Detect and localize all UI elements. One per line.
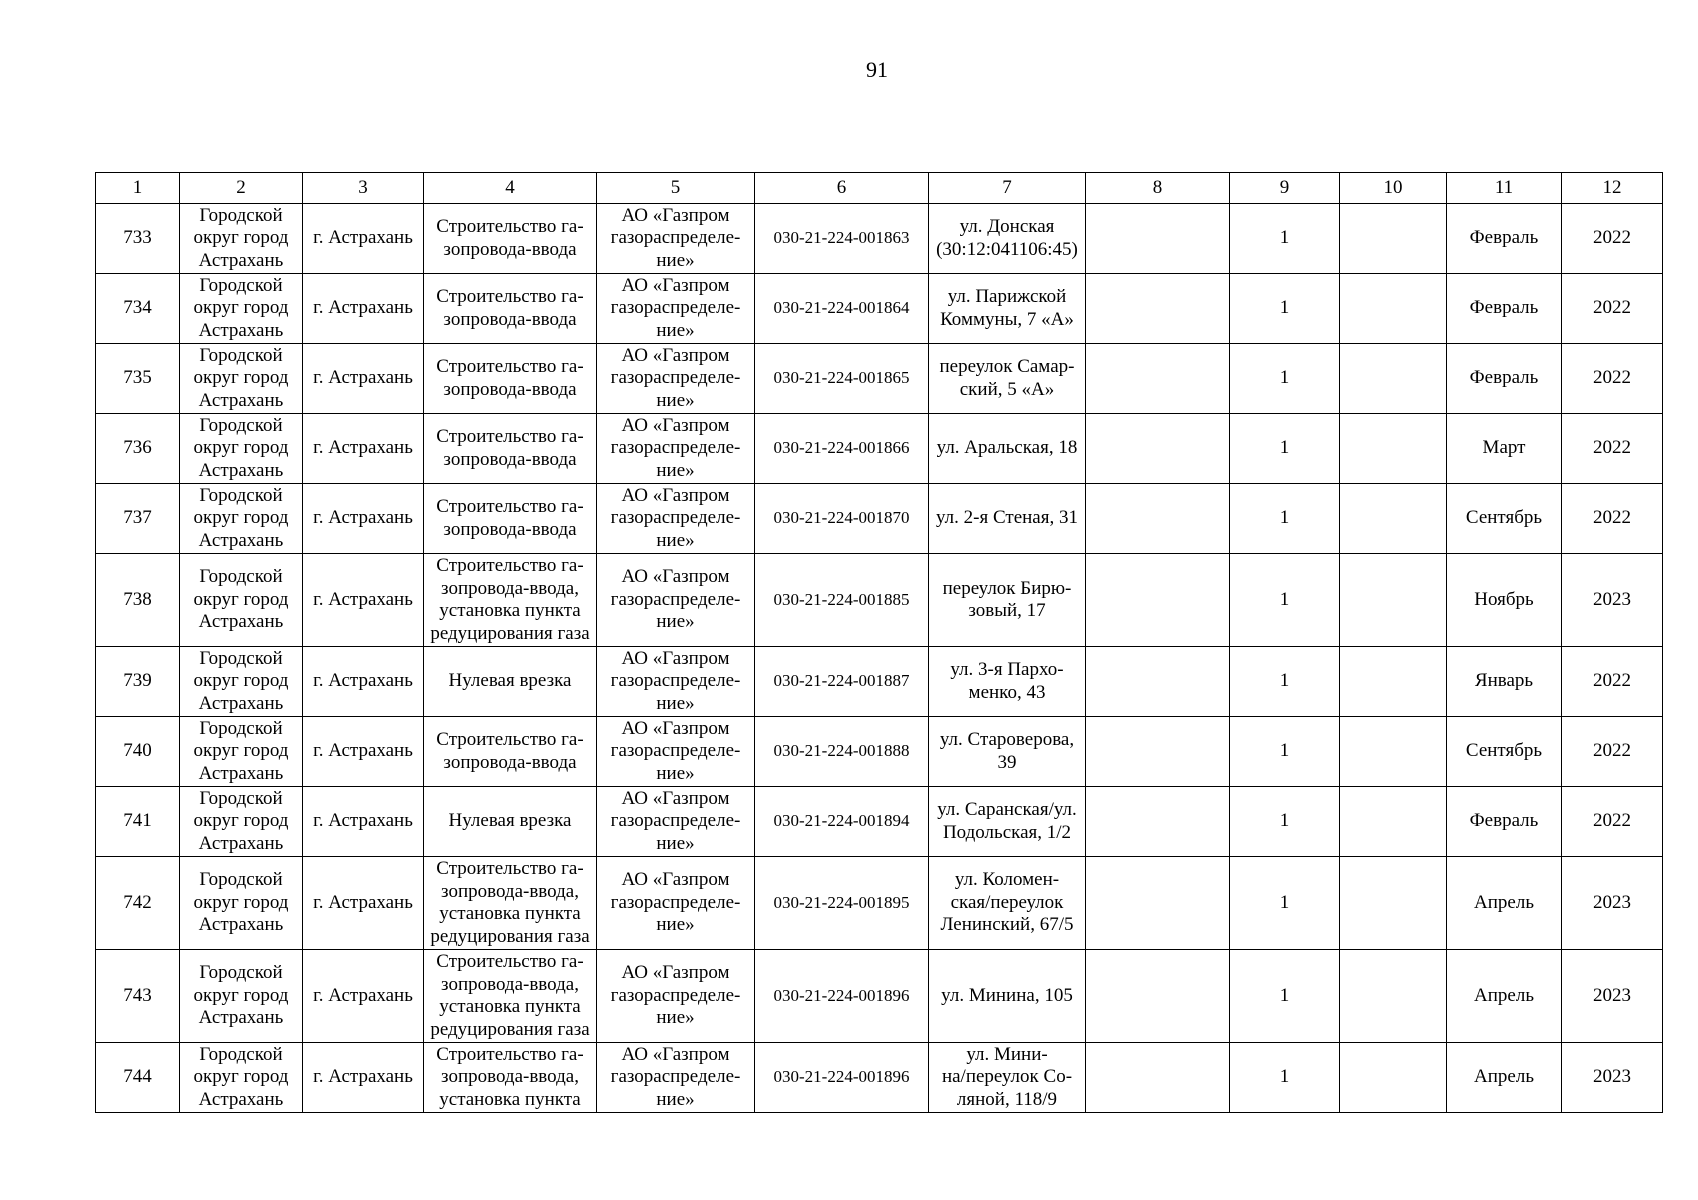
district-cell xyxy=(180,554,303,647)
column-8-cell xyxy=(1086,950,1230,1043)
year-cell: 2022 xyxy=(1562,344,1663,414)
column-8-cell xyxy=(1086,717,1230,787)
district-cell-line: Городской xyxy=(199,566,283,588)
district-cell-line: округ город xyxy=(193,588,289,610)
column-header: 4 xyxy=(424,173,597,204)
organization-cell-line: ние» xyxy=(656,1007,695,1029)
address-cell xyxy=(929,647,1086,717)
work-type-cell-line: Строительство га- xyxy=(436,1043,584,1065)
month-cell: Февраль xyxy=(1447,787,1562,857)
work-type-cell-line: Строительство га- xyxy=(436,216,584,237)
work-type-cell-line: зопровода-ввода xyxy=(443,751,577,773)
address-cell-line: Коммуны, 7 «А» xyxy=(940,308,1074,330)
district-cell-line: Городской xyxy=(199,787,283,809)
district-cell-line: Городской xyxy=(199,274,283,296)
address-cell xyxy=(929,717,1086,787)
quantity-cell: 1 xyxy=(1230,344,1340,414)
organization-cell-line: АО «Газпром xyxy=(621,344,730,366)
object-code-cell: 030-21-224-001866 xyxy=(755,414,929,484)
district-cell-line: Астрахань xyxy=(198,459,284,481)
address-cell xyxy=(929,204,1086,274)
district-cell-line: округ город xyxy=(193,740,289,762)
address-cell-line: ул. 2-я Стеная, 31 xyxy=(936,507,1078,529)
district-cell-line: Городской xyxy=(199,717,283,739)
row-number-cell: 738 xyxy=(96,554,180,647)
city-cell: г. Астрахань xyxy=(303,484,424,554)
column-header: 1 xyxy=(96,173,180,204)
column-8-cell xyxy=(1086,344,1230,414)
organization-cell xyxy=(597,950,755,1043)
work-type-cell-line: зопровода-ввода xyxy=(443,378,577,400)
organization-cell-line: ние» xyxy=(656,832,695,854)
work-type-cell xyxy=(424,274,597,344)
district-cell-line: Астрахань xyxy=(198,389,284,411)
organization-cell-line: ние» xyxy=(656,389,695,411)
organization-cell-line: АО «Газпром xyxy=(621,274,730,296)
address-cell-line: (30:12:041106:45) xyxy=(936,238,1078,260)
organization-cell-line: ние» xyxy=(656,319,695,341)
organization-cell xyxy=(597,344,755,414)
work-type-cell-line: зопровода-ввода xyxy=(443,308,577,330)
address-cell-line: ул. Староверова, xyxy=(939,729,1075,750)
year-cell: 2022 xyxy=(1562,204,1663,274)
address-cell-line: переулок Самар- xyxy=(939,356,1075,377)
address-cell xyxy=(929,344,1086,414)
district-cell-line: округ город xyxy=(193,507,289,529)
city-cell: г. Астрахань xyxy=(303,647,424,717)
district-cell-line: Астрахань xyxy=(198,762,284,784)
table-row xyxy=(96,647,1663,717)
month-cell: Сентябрь xyxy=(1447,717,1562,787)
work-type-cell-line: зопровода-ввода xyxy=(443,238,577,260)
district-cell-line: округ город xyxy=(193,891,289,913)
organization-cell-line: АО «Газпром xyxy=(621,717,730,739)
column-10-cell xyxy=(1340,950,1447,1043)
column-header: 9 xyxy=(1230,173,1340,204)
address-cell-line: менко, 43 xyxy=(968,681,1046,703)
quantity-cell: 1 xyxy=(1230,554,1340,647)
year-cell: 2022 xyxy=(1562,717,1663,787)
address-cell-line: переулок Бирю- xyxy=(942,577,1072,599)
work-type-cell-line: зопровода-ввода, xyxy=(441,880,579,902)
district-cell-line: Астрахань xyxy=(198,319,284,341)
organization-cell-line: газораспределе- xyxy=(610,437,741,459)
column-10-cell xyxy=(1340,274,1447,344)
district-cell-line: округ город xyxy=(193,227,289,249)
address-cell-line: зовый, 17 xyxy=(968,600,1046,621)
district-cell-line: Астрахань xyxy=(198,692,284,714)
work-type-cell xyxy=(424,1043,597,1113)
column-10-cell xyxy=(1340,717,1447,787)
table-row xyxy=(96,787,1663,857)
district-cell-line: округ город xyxy=(193,367,289,389)
row-number-cell: 741 xyxy=(96,787,180,857)
work-type-cell xyxy=(424,950,597,1043)
address-cell xyxy=(929,950,1086,1043)
work-type-cell-line: редуцирования газа xyxy=(430,925,590,947)
address-cell-line: Ленинский, 67/5 xyxy=(940,914,1074,936)
quantity-cell: 1 xyxy=(1230,787,1340,857)
column-10-cell xyxy=(1340,1043,1447,1113)
quantity-cell: 1 xyxy=(1230,274,1340,344)
district-cell xyxy=(180,647,303,717)
address-cell xyxy=(929,274,1086,344)
organization-cell xyxy=(597,554,755,647)
work-type-cell-line: зопровода-ввода, xyxy=(441,577,579,599)
work-type-cell-line: Строительство га- xyxy=(436,951,584,972)
work-type-cell-line: редуцирования газа xyxy=(430,622,590,644)
organization-cell-line: АО «Газпром xyxy=(621,787,730,809)
row-number-cell: 735 xyxy=(96,344,180,414)
column-10-cell xyxy=(1340,857,1447,950)
district-cell xyxy=(180,717,303,787)
district-cell-line: округ город xyxy=(193,810,289,832)
address-cell-line: ул. 3-я Пархо- xyxy=(950,659,1064,680)
district-cell-line: Городской xyxy=(199,869,283,891)
column-8-cell xyxy=(1086,484,1230,554)
header-row xyxy=(96,173,1663,204)
table-row xyxy=(96,1043,1663,1113)
city-cell: г. Астрахань xyxy=(303,1043,424,1113)
work-type-cell-line: Строительство га- xyxy=(436,286,584,307)
address-cell-line: 39 xyxy=(997,751,1017,773)
column-header: 10 xyxy=(1340,173,1447,204)
column-header: 2 xyxy=(180,173,303,204)
organization-cell xyxy=(597,857,755,950)
table-row xyxy=(96,857,1663,950)
work-type-cell xyxy=(424,204,597,274)
column-header: 7 xyxy=(929,173,1086,204)
page-number: 91 xyxy=(866,57,888,82)
column-8-cell xyxy=(1086,787,1230,857)
month-cell: Февраль xyxy=(1447,344,1562,414)
address-cell-line: ский, 5 «А» xyxy=(959,378,1055,400)
row-number-cell: 743 xyxy=(96,950,180,1043)
organization-cell-line: газораспределе- xyxy=(610,891,741,913)
table-row xyxy=(96,274,1663,344)
work-type-cell-line: Нулевая врезка xyxy=(448,810,572,832)
work-type-cell xyxy=(424,554,597,647)
object-code-cell: 030-21-224-001885 xyxy=(755,554,929,647)
row-number-cell: 736 xyxy=(96,414,180,484)
column-10-cell xyxy=(1340,787,1447,857)
organization-cell-line: АО «Газпром xyxy=(621,414,730,436)
work-type-cell-line: зопровода-ввода, xyxy=(441,1066,579,1088)
district-cell xyxy=(180,950,303,1043)
organization-cell-line: АО «Газпром xyxy=(621,484,730,506)
organization-cell-line: газораспределе- xyxy=(610,670,741,692)
work-type-cell-line: Нулевая врезка xyxy=(448,670,572,692)
column-header: 6 xyxy=(755,173,929,204)
year-cell: 2023 xyxy=(1562,950,1663,1043)
address-cell-line: ул. Парижской xyxy=(947,286,1067,307)
address-cell-line: ул. Аральская, 18 xyxy=(936,437,1078,459)
quantity-cell: 1 xyxy=(1230,647,1340,717)
table-row xyxy=(96,414,1663,484)
month-cell: Январь xyxy=(1447,647,1562,717)
work-type-cell-line: установка пункта xyxy=(439,996,581,1017)
column-10-cell xyxy=(1340,414,1447,484)
city-cell: г. Астрахань xyxy=(303,554,424,647)
row-number-cell: 742 xyxy=(96,857,180,950)
quantity-cell: 1 xyxy=(1230,484,1340,554)
organization-cell-line: АО «Газпром xyxy=(621,204,730,226)
month-cell: Апрель xyxy=(1447,950,1562,1043)
column-10-cell xyxy=(1340,647,1447,717)
city-cell: г. Астрахань xyxy=(303,274,424,344)
city-cell: г. Астрахань xyxy=(303,344,424,414)
column-10-cell xyxy=(1340,484,1447,554)
work-type-cell-line: редуцирования газа xyxy=(430,1018,590,1040)
district-cell-line: Городской xyxy=(199,414,283,436)
address-cell-line: ул. Мини- xyxy=(966,1043,1048,1065)
organization-cell-line: ние» xyxy=(656,611,695,633)
organization-cell-line: ние» xyxy=(656,692,695,714)
column-8-cell xyxy=(1086,274,1230,344)
organization-cell-line: газораспределе- xyxy=(610,367,741,389)
district-cell-line: округ город xyxy=(193,297,289,319)
month-cell: Февраль xyxy=(1447,274,1562,344)
district-cell-line: Городской xyxy=(199,1043,283,1065)
district-cell-line: Городской xyxy=(199,344,283,366)
district-cell xyxy=(180,857,303,950)
month-cell: Апрель xyxy=(1447,857,1562,950)
organization-cell xyxy=(597,1043,755,1113)
object-code-cell: 030-21-224-001894 xyxy=(755,787,929,857)
row-number-cell: 739 xyxy=(96,647,180,717)
district-cell xyxy=(180,344,303,414)
address-cell xyxy=(929,484,1086,554)
year-cell: 2023 xyxy=(1562,1043,1663,1113)
month-cell: Апрель xyxy=(1447,1043,1562,1113)
city-cell: г. Астрахань xyxy=(303,717,424,787)
object-code-cell: 030-21-224-001896 xyxy=(755,1043,929,1113)
table-row xyxy=(96,717,1663,787)
city-cell: г. Астрахань xyxy=(303,857,424,950)
address-cell xyxy=(929,1043,1086,1113)
column-header: 11 xyxy=(1447,173,1562,204)
organization-cell-line: ние» xyxy=(656,914,695,936)
column-10-cell xyxy=(1340,554,1447,647)
table-body xyxy=(96,204,1663,1113)
work-type-cell xyxy=(424,717,597,787)
table-header xyxy=(96,173,1663,204)
organization-cell-line: газораспределе- xyxy=(610,984,741,1006)
organization-cell-line: ние» xyxy=(656,529,695,551)
district-cell xyxy=(180,1043,303,1113)
table-row xyxy=(96,204,1663,274)
objects-table xyxy=(95,172,1663,1113)
district-cell-line: Астрахань xyxy=(198,832,284,854)
row-number-cell: 733 xyxy=(96,204,180,274)
district-cell-line: Астрахань xyxy=(198,1088,284,1110)
row-number-cell: 737 xyxy=(96,484,180,554)
district-cell-line: Городской xyxy=(199,204,283,226)
district-cell-line: округ город xyxy=(193,1066,289,1088)
work-type-cell-line: Строительство га- xyxy=(436,426,584,447)
organization-cell-line: газораспределе- xyxy=(610,588,741,610)
year-cell: 2022 xyxy=(1562,647,1663,717)
district-cell-line: Астрахань xyxy=(198,529,284,551)
column-10-cell xyxy=(1340,204,1447,274)
district-cell-line: округ город xyxy=(193,437,289,459)
city-cell: г. Астрахань xyxy=(303,787,424,857)
object-code-cell: 030-21-224-001865 xyxy=(755,344,929,414)
year-cell: 2023 xyxy=(1562,857,1663,950)
organization-cell xyxy=(597,717,755,787)
address-cell xyxy=(929,554,1086,647)
object-code-cell: 030-21-224-001870 xyxy=(755,484,929,554)
district-cell xyxy=(180,274,303,344)
city-cell: г. Астрахань xyxy=(303,204,424,274)
district-cell-line: Городской xyxy=(199,484,283,506)
district-cell-line: округ город xyxy=(193,984,289,1006)
organization-cell xyxy=(597,647,755,717)
column-8-cell xyxy=(1086,1043,1230,1113)
work-type-cell-line: Строительство га- xyxy=(436,858,584,879)
address-cell-line: ская/переулок xyxy=(950,891,1064,913)
table-row xyxy=(96,950,1663,1043)
object-code-cell: 030-21-224-001864 xyxy=(755,274,929,344)
address-cell xyxy=(929,414,1086,484)
table-row xyxy=(96,554,1663,647)
year-cell: 2022 xyxy=(1562,787,1663,857)
city-cell: г. Астрахань xyxy=(303,414,424,484)
quantity-cell: 1 xyxy=(1230,950,1340,1043)
organization-cell xyxy=(597,484,755,554)
city-cell: г. Астрахань xyxy=(303,950,424,1043)
column-header: 8 xyxy=(1086,173,1230,204)
row-number-cell: 734 xyxy=(96,274,180,344)
table-row xyxy=(96,484,1663,554)
work-type-cell-line: Строительство га- xyxy=(436,496,584,517)
address-cell-line: ул. Минина, 105 xyxy=(941,984,1073,1006)
district-cell xyxy=(180,484,303,554)
work-type-cell-line: установка пункта xyxy=(439,600,581,621)
district-cell-line: Астрахань xyxy=(198,914,284,936)
object-code-cell: 030-21-224-001895 xyxy=(755,857,929,950)
work-type-cell xyxy=(424,857,597,950)
address-cell-line: ул. Коломен- xyxy=(954,869,1060,891)
district-cell-line: округ город xyxy=(193,670,289,692)
object-code-cell: 030-21-224-001887 xyxy=(755,647,929,717)
quantity-cell: 1 xyxy=(1230,857,1340,950)
column-header: 5 xyxy=(597,173,755,204)
organization-cell-line: ние» xyxy=(656,459,695,481)
month-cell: Февраль xyxy=(1447,204,1562,274)
column-8-cell xyxy=(1086,204,1230,274)
organization-cell-line: газораспределе- xyxy=(610,810,741,832)
address-cell xyxy=(929,857,1086,950)
work-type-cell-line: установка пункта xyxy=(439,903,581,924)
organization-cell-line: ние» xyxy=(656,762,695,784)
district-cell xyxy=(180,204,303,274)
organization-cell-line: газораспределе- xyxy=(610,1066,741,1088)
column-8-cell xyxy=(1086,414,1230,484)
address-cell-line: ул. Саранская/ул. xyxy=(937,799,1077,820)
year-cell: 2022 xyxy=(1562,414,1663,484)
organization-cell-line: ние» xyxy=(656,1088,695,1110)
district-cell-line: Городской xyxy=(199,647,283,669)
work-type-cell-line: зопровода-ввода xyxy=(443,448,577,470)
organization-cell-line: газораспределе- xyxy=(610,297,741,319)
row-number-cell: 740 xyxy=(96,717,180,787)
work-type-cell-line: Строительство га- xyxy=(436,555,584,576)
column-8-cell xyxy=(1086,857,1230,950)
address-cell-line: Подольская, 1/2 xyxy=(942,821,1072,843)
column-header: 12 xyxy=(1562,173,1663,204)
table-row xyxy=(96,344,1663,414)
organization-cell-line: ние» xyxy=(656,249,695,271)
address-cell xyxy=(929,787,1086,857)
organization-cell-line: АО «Газпром xyxy=(621,869,730,891)
row-number-cell: 744 xyxy=(96,1043,180,1113)
quantity-cell: 1 xyxy=(1230,717,1340,787)
district-cell xyxy=(180,414,303,484)
address-cell-line: ляной, 118/9 xyxy=(956,1088,1058,1110)
district-cell-line: Астрахань xyxy=(198,249,284,271)
district-cell-line: Астрахань xyxy=(198,1007,284,1029)
work-type-cell-line: зопровода-ввода, xyxy=(441,973,579,995)
work-type-cell xyxy=(424,647,597,717)
address-cell-line: ул. Донская xyxy=(959,216,1055,237)
month-cell: Сентябрь xyxy=(1447,484,1562,554)
year-cell: 2023 xyxy=(1562,554,1663,647)
organization-cell xyxy=(597,274,755,344)
organization-cell-line: газораспределе- xyxy=(610,507,741,529)
quantity-cell: 1 xyxy=(1230,414,1340,484)
organization-cell-line: АО «Газпром xyxy=(621,647,730,669)
work-type-cell-line: Строительство га- xyxy=(436,356,584,377)
object-code-cell: 030-21-224-001863 xyxy=(755,204,929,274)
work-type-cell xyxy=(424,484,597,554)
organization-cell-line: газораспределе- xyxy=(610,227,741,249)
work-type-cell-line: установка пункта xyxy=(439,1088,581,1110)
quantity-cell: 1 xyxy=(1230,204,1340,274)
organization-cell xyxy=(597,204,755,274)
address-cell-line: на/переулок Со- xyxy=(941,1066,1073,1088)
district-cell-line: Астрахань xyxy=(198,611,284,633)
work-type-cell xyxy=(424,344,597,414)
district-cell-line: Городской xyxy=(199,962,283,984)
year-cell: 2022 xyxy=(1562,274,1663,344)
organization-cell-line: АО «Газпром xyxy=(621,962,730,984)
month-cell: Март xyxy=(1447,414,1562,484)
month-cell: Ноябрь xyxy=(1447,554,1562,647)
column-8-cell xyxy=(1086,554,1230,647)
organization-cell-line: АО «Газпром xyxy=(621,1043,730,1065)
work-type-cell xyxy=(424,787,597,857)
column-10-cell xyxy=(1340,344,1447,414)
quantity-cell: 1 xyxy=(1230,1043,1340,1113)
column-header: 3 xyxy=(303,173,424,204)
organization-cell xyxy=(597,787,755,857)
work-type-cell-line: Строительство га- xyxy=(436,729,584,750)
district-cell xyxy=(180,787,303,857)
organization-cell-line: АО «Газпром xyxy=(621,566,730,588)
work-type-cell xyxy=(424,414,597,484)
organization-cell xyxy=(597,414,755,484)
work-type-cell-line: зопровода-ввода xyxy=(443,518,577,540)
column-8-cell xyxy=(1086,647,1230,717)
organization-cell-line: газораспределе- xyxy=(610,740,741,762)
object-code-cell: 030-21-224-001888 xyxy=(755,717,929,787)
year-cell: 2022 xyxy=(1562,484,1663,554)
object-code-cell: 030-21-224-001896 xyxy=(755,950,929,1043)
